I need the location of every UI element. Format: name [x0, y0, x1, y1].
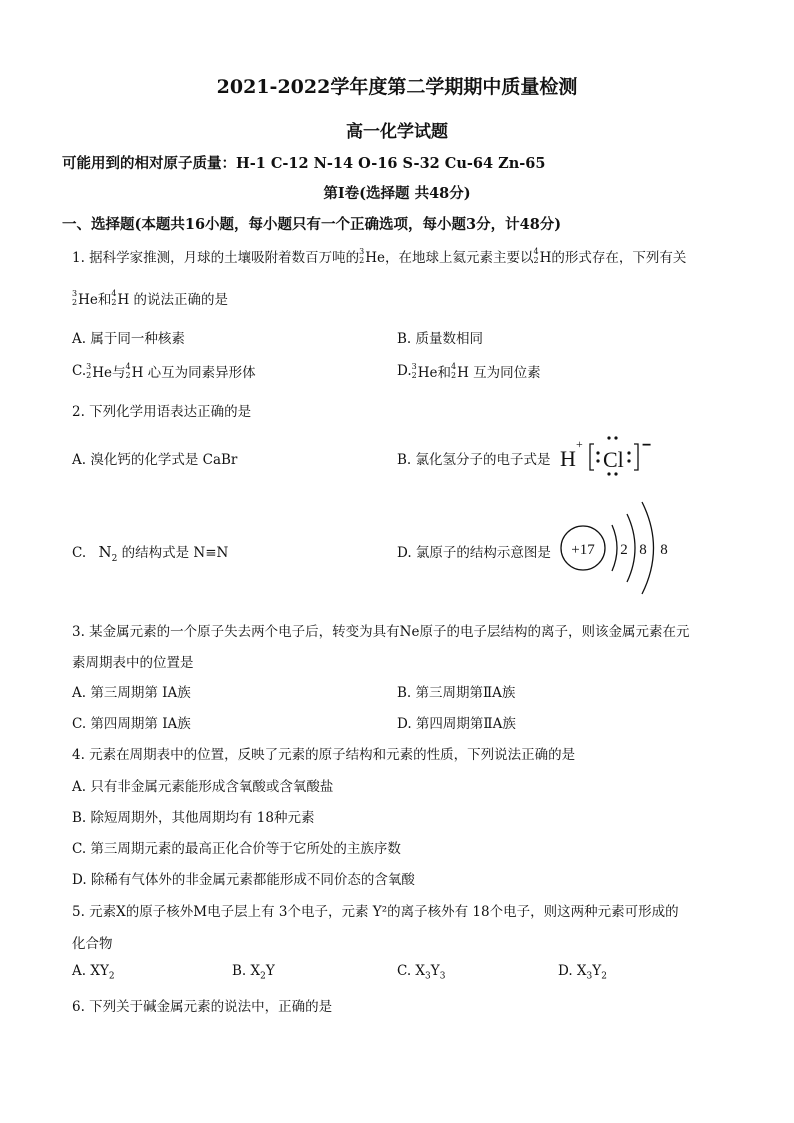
q1-opt-c-text-a: He与 [92, 365, 126, 381]
nuclide-mass: 4 [451, 362, 457, 371]
shell-3-count: 8 [660, 542, 668, 558]
q3-option-c[interactable]: C. 第四周期第 IA族 [72, 716, 191, 732]
nuclide-mass: 3 [359, 247, 365, 256]
electron-dot [627, 459, 630, 462]
q4-stem: 4. 元素在周期表中的位置，反映了元素的原子结构和元素的性质，下列说法正确的是 [72, 747, 576, 763]
electron-dot [607, 436, 610, 439]
q5-opt-a-sub: 2 [108, 971, 115, 982]
q1-text-b: He，在地球上氦元素主要以 [365, 250, 534, 266]
nuclide-mass: 4 [111, 289, 117, 298]
q5-opt-b-sub: 2 [260, 971, 266, 982]
n2-symbol: N [98, 543, 112, 561]
section-title: 第Ⅰ卷(选择题 共48分) [323, 185, 471, 202]
exam-title: 2021-2022学年度第二学期期中质量检测 [216, 76, 578, 98]
q2-option-c[interactable] [72, 541, 228, 564]
electron-dot [596, 451, 599, 454]
q4-option-c[interactable]: C. 第三周期元素的最高正化合价等于它所处的主族序数 [72, 841, 401, 857]
electron-shell-2 [627, 514, 635, 582]
q1-option-d[interactable] [397, 361, 541, 381]
nuclide-z: 2 [86, 371, 92, 380]
q2-opt-c-label: C. [72, 545, 87, 561]
nuclide-mass: 3 [411, 362, 417, 371]
exam-subtitle: 高一化学试题 [346, 122, 448, 142]
q5-opt-c-mid: Y [430, 963, 440, 979]
q1-opt-d-text-b: H 互为同位素 [457, 365, 541, 381]
shell-1-count: 2 [620, 542, 628, 558]
q5-option-c[interactable] [397, 963, 445, 982]
q1-stem-line1 [72, 246, 686, 266]
nucleus-charge: +17 [571, 542, 595, 558]
q1-option-a[interactable]: A. 属于同一种核素 [72, 331, 185, 347]
q5-opt-c-sub2: 3 [439, 971, 446, 982]
q3-option-a[interactable]: A. 第三周期第 IA族 [72, 685, 191, 701]
nuclide-he-3 [412, 362, 417, 380]
q2-option-d[interactable]: D. 氯原子的结构示意图是 [397, 545, 551, 561]
q2-option-a[interactable]: A. 溴化钙的化学式是 CaBr [72, 452, 238, 468]
q3-stem-line2: 素周期表中的位置是 [72, 655, 194, 671]
nuclide-he-3 [86, 362, 91, 380]
n2-formula [98, 543, 118, 564]
q2-option-b[interactable]: B. 氯化氢分子的电子式是 [397, 452, 551, 468]
q5-opt-d-sub2: 2 [601, 971, 607, 982]
q6-stem: 6. 下列关于碱金属元素的说法中，正确的是 [72, 999, 333, 1015]
nuclide-z: 2 [533, 256, 539, 265]
q1-option-c[interactable] [72, 361, 256, 381]
chlorine-atom-diagram [556, 488, 676, 608]
q1-option-b[interactable]: B. 质量数相同 [397, 331, 484, 347]
nuclide-h-4 [451, 362, 456, 380]
q1-text-a: 1. 据科学家推测，月球的土壤吸附着数百万吨的 [72, 250, 360, 266]
electron-dot [596, 459, 599, 462]
bracket-right [634, 444, 638, 470]
hcl-lewis-structure [558, 428, 678, 478]
q4-option-a[interactable]: A. 只有非金属元素能形成含氧酸或含氧酸盐 [72, 779, 334, 795]
bracket-left [590, 444, 594, 470]
n2-subscript: 2 [111, 554, 118, 564]
lewis-plus: + [576, 437, 583, 451]
electron-dot [607, 472, 610, 475]
lewis-cl: Cl [603, 447, 624, 472]
q5-opt-a-text: A. XY [72, 963, 109, 979]
q5-opt-c-sub1: 3 [425, 971, 431, 982]
electron-dot [614, 436, 617, 439]
q5-stem-line1: 5. 元素X的原子核外M电子层上有 3个电子，元素 Y²的离子核外有 18个电子，则这两种元素可形成的 [72, 904, 679, 920]
q5-option-b[interactable] [232, 963, 275, 982]
nuclide-h-4 [534, 247, 539, 265]
nuclide-mass: 3 [72, 289, 78, 298]
q3-option-b[interactable]: B. 第三周期第ⅡA族 [397, 685, 516, 701]
q5-opt-b-tail: Y [265, 963, 275, 979]
lewis-h: H [560, 446, 576, 471]
q1-opt-c-text-b: H 心互为同素异形体 [131, 365, 256, 381]
nuclide-mass: 3 [86, 362, 92, 371]
nuclide-z: 2 [111, 298, 117, 307]
q1-opt-d-label: D. [397, 363, 412, 379]
nuclide-z: 2 [72, 298, 78, 307]
lewis-minus: − [642, 437, 652, 454]
electron-dot [627, 451, 630, 454]
q3-option-d[interactable]: D. 第四周期第ⅡA族 [397, 716, 516, 732]
q1-opt-d-text-a: He和 [417, 365, 451, 381]
q5-option-d[interactable] [558, 963, 607, 982]
q5-opt-d-text: D. X [558, 963, 587, 979]
nuclide-z: 2 [125, 371, 131, 380]
electron-dot [614, 472, 617, 475]
part-title: 一、选择题(本题共16小题，每小题只有一个正确选项，每小题3分，计48分) [62, 216, 562, 233]
q5-stem-line2: 化合物 [72, 936, 113, 952]
q5-opt-d-sub1: 3 [586, 971, 593, 982]
nuclide-he-3 [359, 247, 364, 265]
nuclide-mass: 4 [125, 362, 131, 371]
shell-2-count: 8 [639, 542, 647, 558]
nuclide-he-3 [72, 289, 77, 307]
q1-text-c: H的形式存在，下列有关 [539, 250, 687, 266]
electron-shell-1 [612, 525, 617, 571]
q4-option-b[interactable]: B. 除短周期外，其他周期均有 18种元素 [72, 810, 315, 826]
q5-opt-b-text: B. X [232, 963, 261, 979]
q3-stem-line1: 3. 某金属元素的一个原子失去两个电子后，转变为具有Ne原子的电子层结构的离子，则该金属元素在元 [72, 624, 690, 640]
q5-option-a[interactable] [72, 963, 115, 982]
atomic-masses: 可能用到的相对原子质量：H-1 C-12 N-14 O-16 S-32 Cu-64 Zn-65 [62, 155, 546, 172]
q1-text-e: H 的说法正确的是 [117, 292, 229, 308]
nuclide-h-4 [126, 362, 131, 380]
q2-stem: 2. 下列化学用语表达正确的是 [72, 404, 252, 420]
nuclide-z: 2 [411, 371, 417, 380]
q5-opt-d-mid: Y [592, 963, 602, 979]
nuclide-z: 2 [451, 371, 457, 380]
q1-stem-line2 [72, 288, 228, 308]
q2-opt-c-text: 的结构式是 N≡N [121, 545, 229, 561]
nuclide-h-4 [111, 289, 116, 307]
q1-opt-c-label: C. [72, 363, 87, 379]
q5-opt-c-text: C. X [397, 963, 426, 979]
nuclide-z: 2 [359, 256, 365, 265]
q1-text-d: He和 [78, 292, 112, 308]
nuclide-mass: 4 [533, 247, 539, 256]
q4-option-d[interactable]: D. 除稀有气体外的非金属元素都能形成不同价态的含氧酸 [72, 872, 415, 888]
